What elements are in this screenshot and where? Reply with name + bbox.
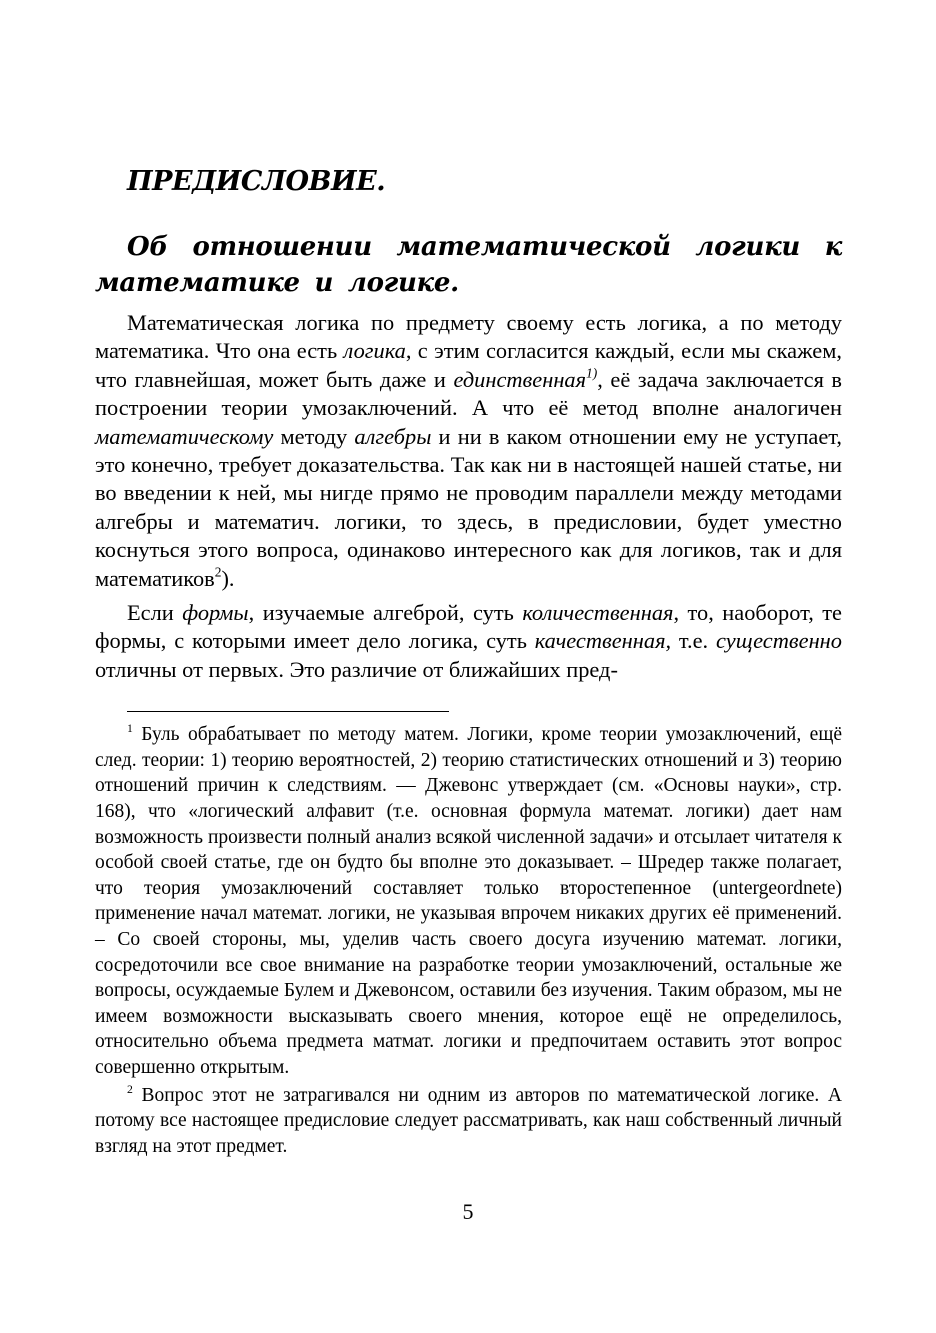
section-subtitle: Об отношении математической логики к математике и логике.	[95, 232, 842, 298]
body-paragraph-2: Если формы, изучаемые алгеброй, суть количественная, то, наоборот, те формы, с которыми имеет дело логика, суть качественная, т.е. существенно отличны от первых. Это различие от ближайших пред-	[95, 600, 842, 682]
footnote-divider	[127, 711, 449, 712]
footnote-mark-1: 1	[127, 722, 133, 736]
footnote-ref-2[interactable]: 2	[214, 564, 222, 580]
footnote-mark-2: 2	[127, 1082, 133, 1096]
body-paragraph-1: Математическая логика по предмету своему есть логика, а по методу математика. Что она есть логика, с этим согласится каждый, если мы скажем, что главнейшая, может быть даже и единственная$^{1)}$, её задача заключается в построении теории умозаключений. А что её метод вполне аналогичен математическому методу алгебры и ни в каком отношении ему не уступает, это конечно, требует доказательства. Так как ни в настоящей нашей статье, ни во введении к ней, мы нигде прямо не проводим параллели между методами алгебры и математич. логики, то здесь, в предисловии, будет уместно коснуться этого вопроса, одинаково интересного как для логиков, так и для математиков$^2$).	[95, 310, 842, 591]
footnote-ref-1[interactable]: 1)	[586, 365, 598, 381]
footnote-2: $^2$ Вопрос этот не затрагивался ни одним из авторов по математической логике. А потому все настоящее предисловие следует рассматривать, как наш собственный личный взгляд на этот предмет.	[95, 1082, 842, 1157]
footnote-1: $^1$ Буль обрабатывает по методу матем. Логики, кроме теории умозаключений, ещё след. теории: 1) теорию вероятностей, 2) теорию статистических отношений и 3) теорию отношений причин к следствиям. — Джевонс утверждает (см. «Основы науки», стр. 168), что «логический алфавит (т.е. основная формула математ. логики) дает нам возможность произвести полный анализ всякой численной задачи» и отсылает читателя к особой своей статье, где он будто бы вполне это доказывает. – Шредер также полагает, что теория умозаключений составляет только второстепенное (untergeordnete) применение начал математ. логики, не указывая впрочем никаких других её применений. – Со своей стороны, мы, уделив часть своего досуга изучению математ. логики, сосредоточили все свое внимание на разработке теории умозаключений, остальные же вопросы, осуждаемые Булем и Джевонсом, оставили без изучения. Таким образом, мы не имеем возможности высказывать своего мнения, которое ещё не определилось, относительно объема предмета матмат. логики и предпочитаем оставить этот вопрос совершенно открытым.	[95, 722, 842, 1078]
page-title: ПРЕДИСЛОВИЕ.	[127, 166, 386, 197]
page-number: 5	[462, 1199, 474, 1224]
page-content	[95, 160, 842, 1159]
